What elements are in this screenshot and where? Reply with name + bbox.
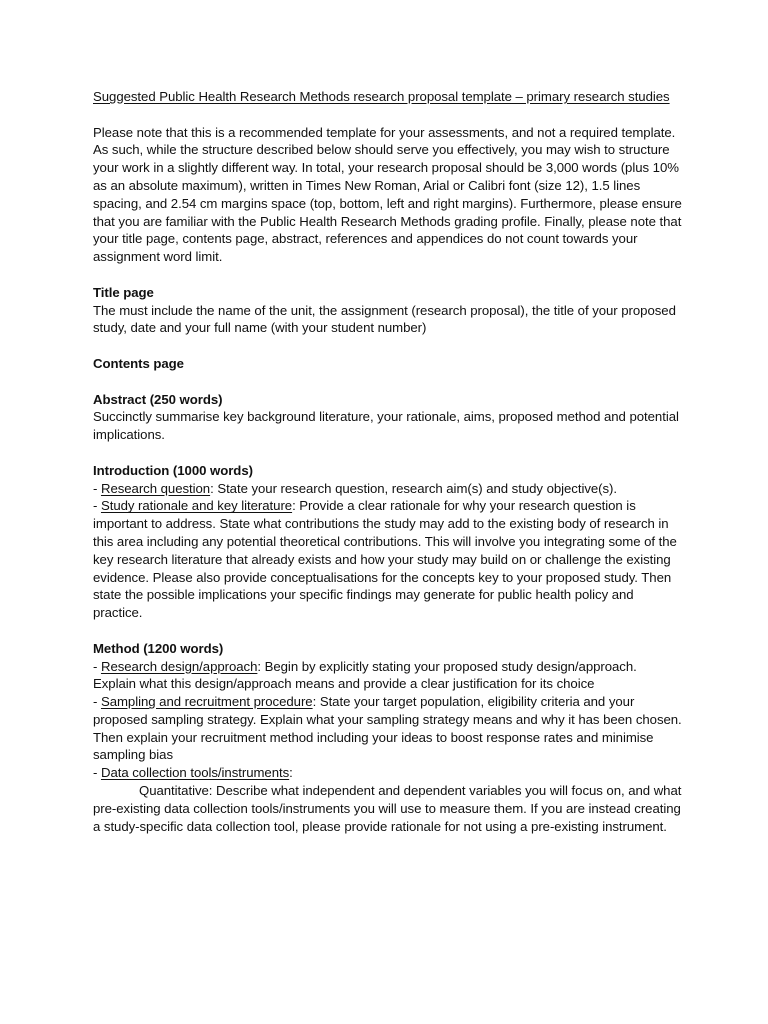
item-label: Research design/approach [100, 658, 258, 674]
introduction-heading: Introduction (1000 words) [93, 462, 253, 478]
item-text: : Begin by explicitly stating your proposed study design/approach. Explain what this design/approach means and provide a clear justification for its choice [93, 658, 637, 692]
intro-paragraph: Please note that this is a recommended template for your assessments, and not a required template. As such, while the structure described below should serve you effectively, you may wish to structure your work in a slightly different way. In total, your research proposal should be 3,000 words (plus 10% as an absolute maximum), written in Times New Roman, Arial or Calibri font (size 12), 1.5 lines spacing, and 2.54 cm margins space (top, bottom, left and right margins). Furthermore, please ensure that you are familiar with the Public Health Research Methods grading profile. Finally, please note that your title page, contents page, abstract, references and appendices do not count towards your assignment word limit. [93, 124, 682, 265]
title-page-heading: Title page [93, 284, 154, 300]
item-label: Study rationale and key literature [100, 498, 293, 514]
item-text: : State your research question, research aim(s) and study objective(s). [210, 480, 618, 496]
abstract-heading: Abstract (250 words) [93, 391, 223, 407]
contents-page-heading: Contents page [93, 355, 184, 371]
item-label: Sampling and recruitment procedure [100, 694, 313, 710]
abstract-body: Succinctly summarise key background literature, your rationale, aims, proposed method and potential implications. [93, 409, 679, 443]
item-prefix: - [93, 765, 101, 781]
item-prefix: - [93, 480, 101, 496]
method-item [93, 693, 683, 764]
abstract-section [93, 391, 683, 444]
item-text: : Provide a clear rationale for why your research question is important to address. State what contributions the study may add to the existing body of research in this area including any potential theoretical contributions. This will involve you integrating some of the key research literature that already exists and how your study may build on or challenge the existing evidence. Please also provide conceptualisations for the concepts key to your proposed study. Then state the possible implications your specific findings may generate for public health policy and practice. [93, 498, 677, 621]
introduction-section [93, 462, 683, 622]
introduction-item [93, 497, 683, 622]
document-title: Suggested Public Health Research Methods research proposal template – primary research studies [93, 89, 670, 104]
item-prefix: - [93, 498, 101, 514]
item-text: : [289, 765, 293, 781]
item-prefix: - [93, 694, 101, 710]
quantitative-text: Quantitative: Describe what independent and dependent variables you will focus on, and what pre-existing data collection tools/instruments you will use to measure them. If you are instead creating a study-specific data collection tool, please provide rationale for not using a pre-existing instrument. [93, 783, 682, 834]
method-item [93, 658, 683, 694]
item-prefix: - [93, 658, 101, 674]
method-heading: Method (1200 words) [93, 640, 224, 656]
item-label: Data collection tools/instruments [100, 765, 290, 781]
contents-page-section [93, 355, 683, 373]
document-page [93, 88, 683, 835]
method-item [93, 764, 683, 782]
method-section [93, 640, 683, 836]
item-label: Research question [100, 480, 211, 496]
title-page-body: The must include the name of the unit, the assignment (research proposal), the title of your proposed study, date and your full name (with your student number) [93, 302, 676, 336]
quantitative-paragraph [93, 782, 683, 835]
introduction-item [93, 480, 683, 498]
title-page-section [93, 284, 683, 337]
item-text: : State your target population, eligibility criteria and your proposed sampling strategy. Explain what your sampling strategy means and why it has been chosen. Then explain your recruitment method including your ideas to boost response rates and minimise sampling bias [93, 694, 682, 763]
